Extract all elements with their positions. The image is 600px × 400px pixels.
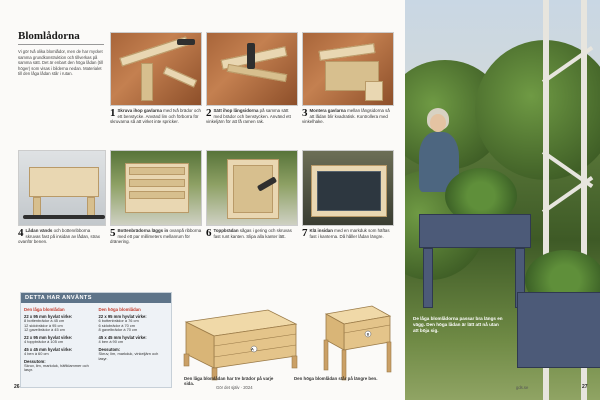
page-title: Blomlådorna: [18, 30, 104, 45]
materials-item: 6 bottenbrädor à 76 cm: [98, 318, 139, 323]
low-box-materials: [24, 305, 94, 373]
diagram-label-a: A: [251, 346, 254, 352]
step-5-caption: [110, 228, 202, 262]
step-bold: Bottenbrädorna läggs in: [117, 228, 169, 233]
right-footer-text: gds.se: [516, 385, 529, 390]
step-text: med två brädor och ett benstycke. Använd lim och förborra för skruvarna så att virket inte spricker.: [110, 108, 201, 124]
step-number: 4: [18, 228, 24, 239]
materials-box: [20, 292, 172, 388]
high-box-materials: [99, 305, 169, 373]
step-3-caption: [302, 108, 394, 142]
intro-text: Vi gör två olika blomlådor, men de har mycket samma grundkonstruktion och tillverkas på samma sätt. Det är enbart den höga lådan (till höger) som visas i bilderna nedan. Materialet till den låga lådan står i rutan.: [18, 49, 103, 77]
step-bold: Klä insidan: [309, 228, 333, 233]
high-box-caption: Den höga blomlådan står på längre ben.: [294, 376, 378, 381]
left-footer-text: Gör det själv · 2024: [216, 385, 253, 390]
step-3-photo: [302, 32, 394, 106]
materials-subtitle: Den höga blomlådan: [98, 307, 141, 312]
step-bold: Skruva ihop gavlarna: [117, 108, 162, 113]
step-bold: Toppbrädan: [213, 228, 239, 233]
diagram-area: [176, 294, 402, 392]
materials-extras: Skruv, lim, markduk, häftklammer och lasyr.: [24, 362, 89, 373]
high-box-diagram: [324, 306, 391, 380]
low-box-caption: Den låga blomlådan har tre brädor på varje sida.: [184, 376, 274, 387]
materials-group-title: 45 x 45 mm hyvlat virke:: [24, 346, 73, 352]
step-number: 2: [206, 108, 212, 119]
right-page-number: 27: [582, 384, 588, 390]
step-4-caption: [18, 228, 106, 262]
materials-group-title: 22 x 95 mm hyvlat virke:: [24, 314, 73, 319]
materials-group-title: 22 x 95 mm hyvlat virke:: [98, 314, 147, 319]
materials-item: 4 ben à 90 cm: [98, 339, 124, 345]
garden-photo: [405, 0, 600, 400]
step-number: 5: [110, 228, 116, 239]
materials-heading: DETTA HAR ANVÄNTS: [21, 293, 171, 303]
step-number: 7: [302, 228, 308, 239]
step-text: på samma sätt med brädor och benstycken. Använd ett vinkeljärn för att få ramen rak.: [206, 108, 291, 124]
materials-columns: [21, 303, 171, 375]
photo-caption: De låga blomlådorna passar bra längs en vägg. Den höga lådan är lätt att nå utan att böja sig.: [413, 316, 503, 333]
step-6-photo: [206, 150, 298, 226]
step-1-caption: [110, 108, 202, 142]
step-bold: Lådan vänds: [25, 228, 53, 233]
left-page-number: 26: [14, 384, 20, 390]
step-number: 3: [302, 108, 308, 119]
materials-item: 6 sidobrädor à 70 cm: [98, 322, 136, 328]
step-text: med en markduk som häftas fast i kanterna. Då håller lådan längre.: [309, 228, 390, 239]
step-2-caption: [206, 108, 298, 142]
materials-group-title: 22 x 95 mm hyvlat virke:: [24, 335, 73, 341]
materials-item: 8 bottenbrädor à 45 cm: [24, 318, 65, 323]
step-bold: Sätt ihop långsidorna: [213, 108, 259, 113]
low-box-diagram: [184, 310, 297, 380]
step-4-photo: [18, 150, 106, 226]
materials-extras-title: Dessutom:: [98, 346, 121, 352]
step-bold: Montera gavlarna: [309, 108, 346, 113]
materials-item: 4 toppbrädor à 105 cm: [24, 339, 64, 345]
step-text: mellan långsidorna så att lådan blir kvadratisk. Kontrollera med vinkelhake.: [302, 108, 390, 124]
materials-item: 12 sidobrädor à 95 cm: [24, 322, 63, 328]
step-5-photo: [110, 150, 202, 226]
title-block: [18, 30, 104, 153]
step-2-photo: [206, 32, 298, 106]
step-1-photo: [110, 32, 202, 106]
step-text: sågas i gering och skruvas fast runt kanten. Slipa alla kanter lätt.: [213, 228, 292, 239]
step-number: 1: [110, 108, 116, 119]
step-number: 6: [206, 228, 212, 239]
materials-item: 4 ben à 60 cm: [24, 350, 49, 356]
materials-item: 8 gavelbrädor à 70 cm: [98, 327, 138, 333]
step-7-photo: [302, 150, 394, 226]
step-text: och bottenribborna skruvas fast på insidan av lådan, strax ovanför benen.: [18, 228, 100, 244]
left-page: [8, 28, 402, 394]
materials-subtitle: Den låga blomlådan: [24, 307, 65, 312]
step-7-caption: [302, 228, 394, 262]
materials-extras-title: Dessutom:: [24, 358, 46, 364]
materials-group-title: 45 x 45 mm hyvlat virke:: [98, 335, 147, 341]
materials-extras: Skruv, lim, markduk, vinkeljärn och lasyr.: [98, 350, 159, 361]
step-6-caption: [206, 228, 298, 262]
materials-item: 12 gavelbrädor à 45 cm: [24, 327, 65, 333]
diagram-label-b: B: [366, 331, 370, 337]
step-text: ovanpå ribborna med ett par millimeters mellanrum för dränering.: [110, 228, 202, 244]
